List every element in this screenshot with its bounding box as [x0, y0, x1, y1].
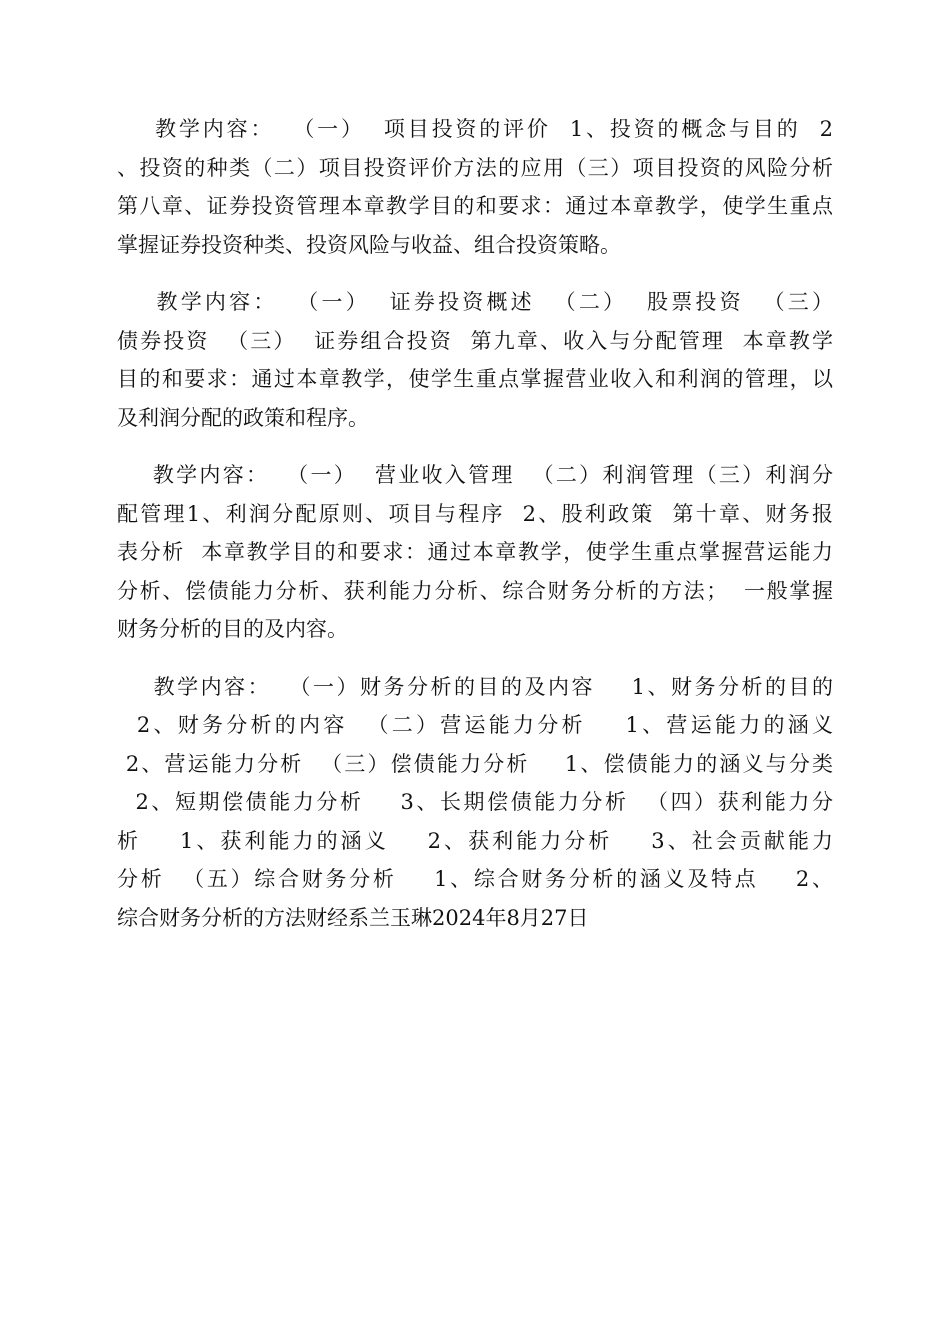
- text-line: 及利润分配的政策和程序。: [117, 405, 369, 430]
- paragraph-chapter-7-content: [117, 110, 833, 264]
- document-page: [117, 110, 833, 956]
- text-line: 债券投资 （三） 证券组合投资 第九章、收入与分配管理 本章教学: [117, 328, 833, 353]
- text-line: 2、财务分析的内容 （二）营运能力分析 1、营运能力的涵义: [117, 713, 833, 737]
- text-line: 分析 （五）综合财务分析 1、综合财务分析的涵义及特点 2、: [117, 867, 833, 891]
- text-line: 析 1、获利能力的涵义 2、获利能力分析 3、社会贡献能力: [117, 828, 833, 853]
- text-line: 教学内容： （一）财务分析的目的及内容 1、财务分析的目的: [117, 674, 833, 699]
- paragraph-chapter-9-content: [117, 456, 833, 649]
- text-line: 分析、偿债能力分析、获利能力分析、综合财务分析的方法； 一般掌握: [117, 578, 833, 603]
- text-line: 、投资的种类（二）项目投资评价方法的应用（三）项目投资的风险分析: [117, 155, 833, 180]
- text-line: 财务分析的目的及内容。: [117, 617, 348, 641]
- text-line: 表分析 本章教学目的和要求：通过本章教学，使学生重点掌握营运能力: [117, 540, 833, 564]
- text-line: 配管理1、利润分配原则、项目与程序 2、股利政策 第十章、财务报: [117, 501, 833, 526]
- paragraph-chapter-8-content: [117, 283, 833, 437]
- text-line: 第八章、证券投资管理本章教学目的和要求：通过本章教学，使学生重点: [117, 194, 833, 218]
- text-line: 2、营运能力分析 （三）偿债能力分析 1、偿债能力的涵义与分类: [117, 751, 833, 776]
- paragraph-chapter-10-content: [117, 668, 833, 938]
- text-line: 教学内容： （一） 营业收入管理 （二）利润管理（三）利润分: [117, 463, 833, 487]
- text-line: 2、短期偿债能力分析 3、长期偿债能力分析 （四）获利能力分: [117, 790, 833, 814]
- text-line: 教学内容： （一） 项目投资的评价 1、投资的概念与目的 2: [117, 117, 833, 141]
- text-line: 目的和要求：通过本章教学，使学生重点掌握营业收入和利润的管理，以: [117, 367, 833, 391]
- text-line-signature-date: 综合财务分析的方法财经系兰玉琳2024年8月27日: [117, 905, 589, 930]
- text-line: 掌握证券投资种类、投资风险与收益、组合投资策略。: [117, 232, 621, 257]
- text-line: 教学内容： （一） 证券投资概述 （二） 股票投资 （三）: [117, 290, 833, 314]
